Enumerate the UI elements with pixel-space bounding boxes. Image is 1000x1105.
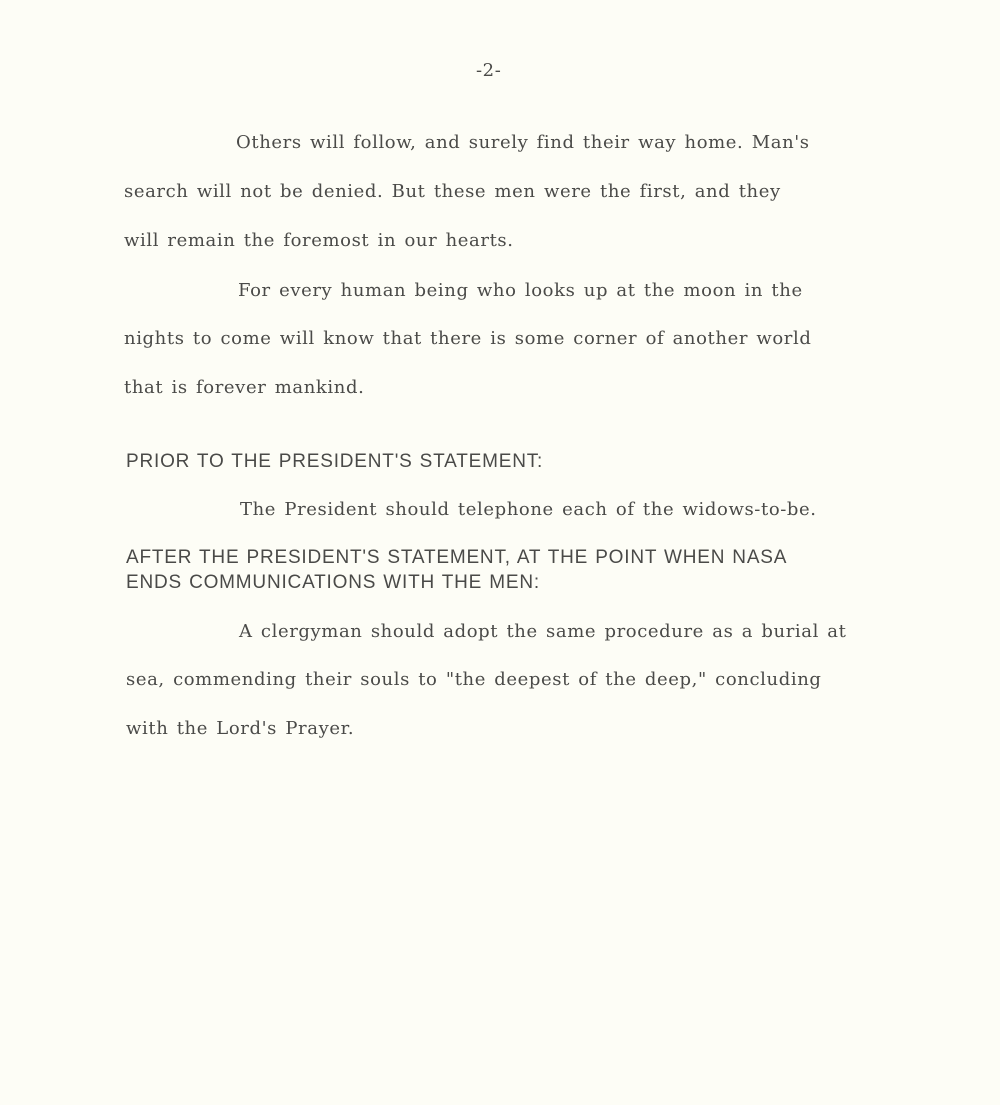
paragraph-2-line-1: For every human being who looks up at the moon in the: [238, 280, 803, 301]
section-after-heading-line-1: AFTER THE PRESIDENT'S STATEMENT, AT THE POINT WHEN NASA: [126, 547, 788, 568]
page-number: -2-: [476, 60, 502, 81]
section-after-body-line-3: with the Lord's Prayer.: [126, 718, 355, 739]
section-prior-heading: PRIOR TO THE PRESIDENT'S STATEMENT:: [126, 451, 544, 472]
paragraph-1-line-2: search will not be denied. But these men were the first, and they: [124, 181, 781, 202]
section-after-body-line-2: sea, commending their souls to "the deepest of the deep," concluding: [126, 669, 822, 690]
section-after-body-line-1: A clergyman should adopt the same procedure as a burial at: [239, 621, 847, 642]
paragraph-2-line-3: that is forever mankind.: [124, 377, 365, 398]
paragraph-1-line-1: Others will follow, and surely find their way home. Man's: [236, 132, 810, 153]
section-prior-body: The President should telephone each of the widows-to-be.: [240, 499, 817, 520]
paragraph-1-line-3: will remain the foremost in our hearts.: [124, 230, 514, 251]
section-after-heading-line-2: ENDS COMMUNICATIONS WITH THE MEN:: [126, 572, 540, 593]
paragraph-2-line-2: nights to come will know that there is some corner of another world: [124, 328, 812, 349]
